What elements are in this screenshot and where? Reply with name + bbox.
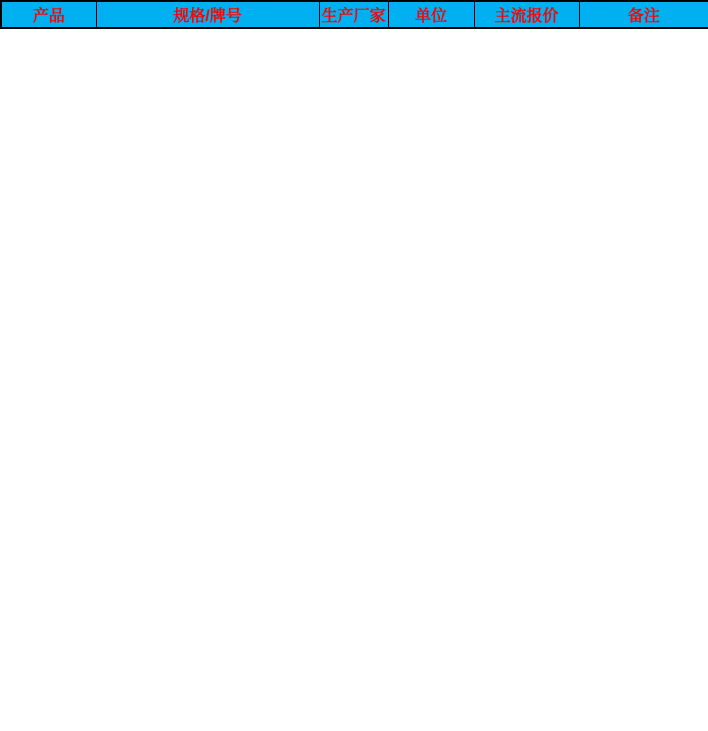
column-header-1: 产品: [1, 1, 96, 28]
column-header-3: 生产厂家: [319, 1, 388, 28]
commodity-price-table: [0, 0, 708, 29]
column-header-6: 备注: [579, 1, 708, 28]
column-header-4: 单位: [388, 1, 474, 28]
column-header-5: 主流报价: [474, 1, 579, 28]
column-header-2: 规格/牌号: [96, 1, 319, 28]
header-row: [1, 1, 708, 28]
table-header: [1, 1, 708, 28]
